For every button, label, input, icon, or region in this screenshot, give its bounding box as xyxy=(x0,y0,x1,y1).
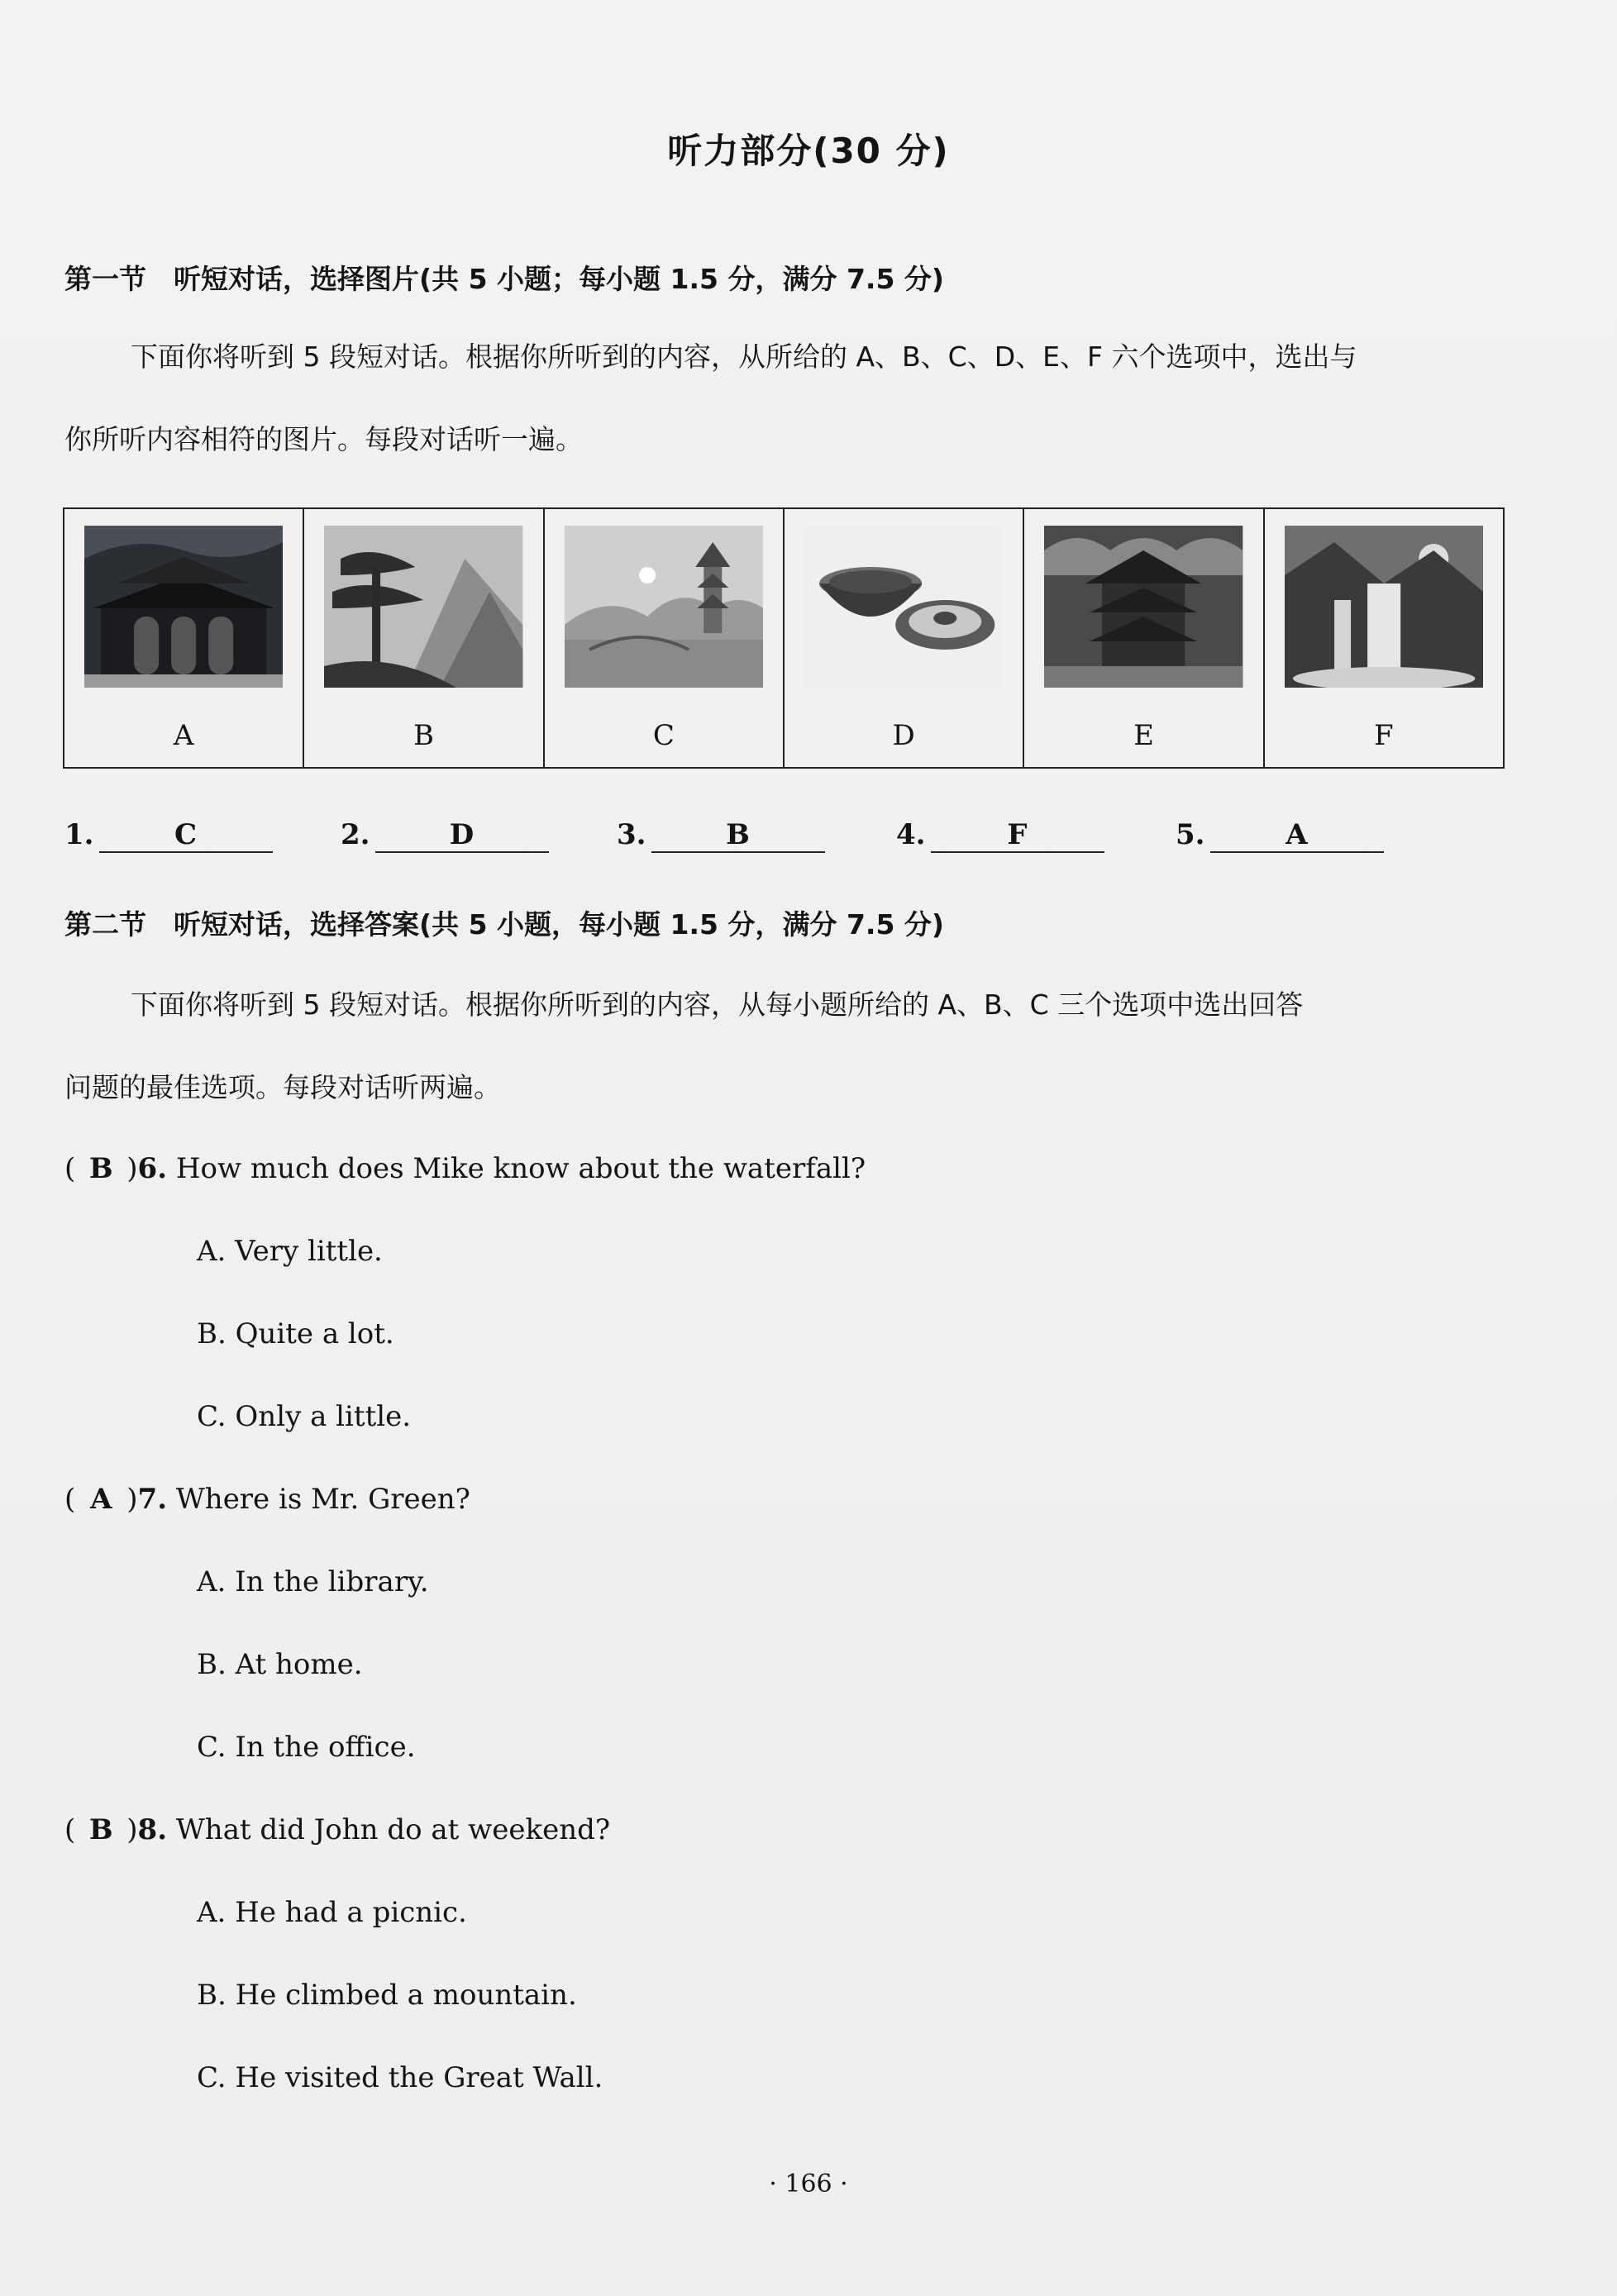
question-answer[interactable]: B xyxy=(88,1152,113,1185)
question-8: ( B )8. What did John do at weekend? xyxy=(64,1813,611,1846)
section2-instruction-1: 下面你将听到 5 段短对话。根据你所听到的内容，从每小题所给的 A、B、C 三个选项中选出回答 xyxy=(131,988,1304,1021)
question-answer[interactable]: A xyxy=(90,1483,112,1516)
answer-2: 2. D xyxy=(341,818,549,853)
picture-label-d: D xyxy=(892,719,915,752)
option-7c[interactable]: C. In the office. xyxy=(197,1731,416,1764)
pagoda-lake-icon xyxy=(565,526,763,688)
option-7a[interactable]: A. In the library. xyxy=(197,1565,429,1598)
picture-cell-f xyxy=(1265,509,1503,767)
page-title: 听力部分(30 分) xyxy=(667,131,950,171)
page-number: · 166 · xyxy=(769,2170,848,2198)
picture-label-e: E xyxy=(1133,719,1154,752)
option-6b[interactable]: B. Quite a lot. xyxy=(197,1317,394,1350)
answer-blank[interactable]: A xyxy=(1210,818,1384,853)
option-8c[interactable]: C. He visited the Great Wall. xyxy=(197,2061,603,2094)
section2-instruction-2: 问题的最佳选项。每段对话听两遍。 xyxy=(64,1071,501,1103)
picture-label-b: B xyxy=(413,719,434,752)
waterfall-icon xyxy=(1285,526,1483,688)
picture-label-c: C xyxy=(652,719,675,752)
answer-3: 3. B xyxy=(617,818,825,853)
answer-row xyxy=(64,818,1470,860)
section1-instruction-1: 下面你将听到 5 段短对话。根据你所听到的内容，从所给的 A、B、C、D、E、F 六个选项中，选出与 xyxy=(131,341,1357,373)
question-text: How much does Mike know about the waterfall? xyxy=(175,1152,866,1185)
picture-cell-c xyxy=(545,509,785,767)
question-text: Where is Mr. Green? xyxy=(175,1483,470,1516)
option-6a[interactable]: A. Very little. xyxy=(197,1235,383,1268)
section1-heading: 第一节 听短对话，选择图片(共 5 小题；每小题 1.5 分，满分 7.5 分) xyxy=(64,263,944,295)
temple-gate-icon xyxy=(84,526,283,688)
tower-clouds-icon xyxy=(1044,526,1243,688)
picture-cell-e xyxy=(1024,509,1264,767)
answer-blank[interactable]: D xyxy=(375,818,549,853)
answer-blank[interactable]: F xyxy=(931,818,1104,853)
answer-blank[interactable]: C xyxy=(99,818,273,853)
picture-table xyxy=(63,507,1505,769)
picture-cell-b xyxy=(304,509,544,767)
question-text: What did John do at weekend? xyxy=(175,1813,611,1846)
section2-heading: 第二节 听短对话，选择答案(共 5 小题，每小题 1.5 分，满分 7.5 分) xyxy=(64,908,944,941)
question-answer[interactable]: B xyxy=(88,1813,113,1846)
section1-instruction-2: 你所听内容相符的图片。每段对话听一遍。 xyxy=(64,423,583,455)
pine-mountain-icon xyxy=(324,526,522,688)
picture-cell-d xyxy=(785,509,1024,767)
answer-1: 1. C xyxy=(64,818,273,853)
option-8a[interactable]: A. He had a picnic. xyxy=(197,1896,467,1929)
tea-bowl-icon xyxy=(804,526,1003,688)
answer-4: 4. F xyxy=(896,818,1104,853)
picture-label-a: A xyxy=(173,719,194,752)
option-6c[interactable]: C. Only a little. xyxy=(197,1400,412,1433)
answer-blank[interactable]: B xyxy=(651,818,825,853)
option-7b[interactable]: B. At home. xyxy=(197,1648,363,1681)
answer-5: 5. A xyxy=(1176,818,1384,853)
question-7: ( A )7. Where is Mr. Green? xyxy=(64,1483,470,1516)
picture-label-f: F xyxy=(1374,719,1394,752)
picture-cell-a xyxy=(64,509,304,767)
option-8b[interactable]: B. He climbed a mountain. xyxy=(197,1979,577,2012)
question-6: ( B )6. How much does Mike know about the waterfall? xyxy=(64,1152,866,1185)
